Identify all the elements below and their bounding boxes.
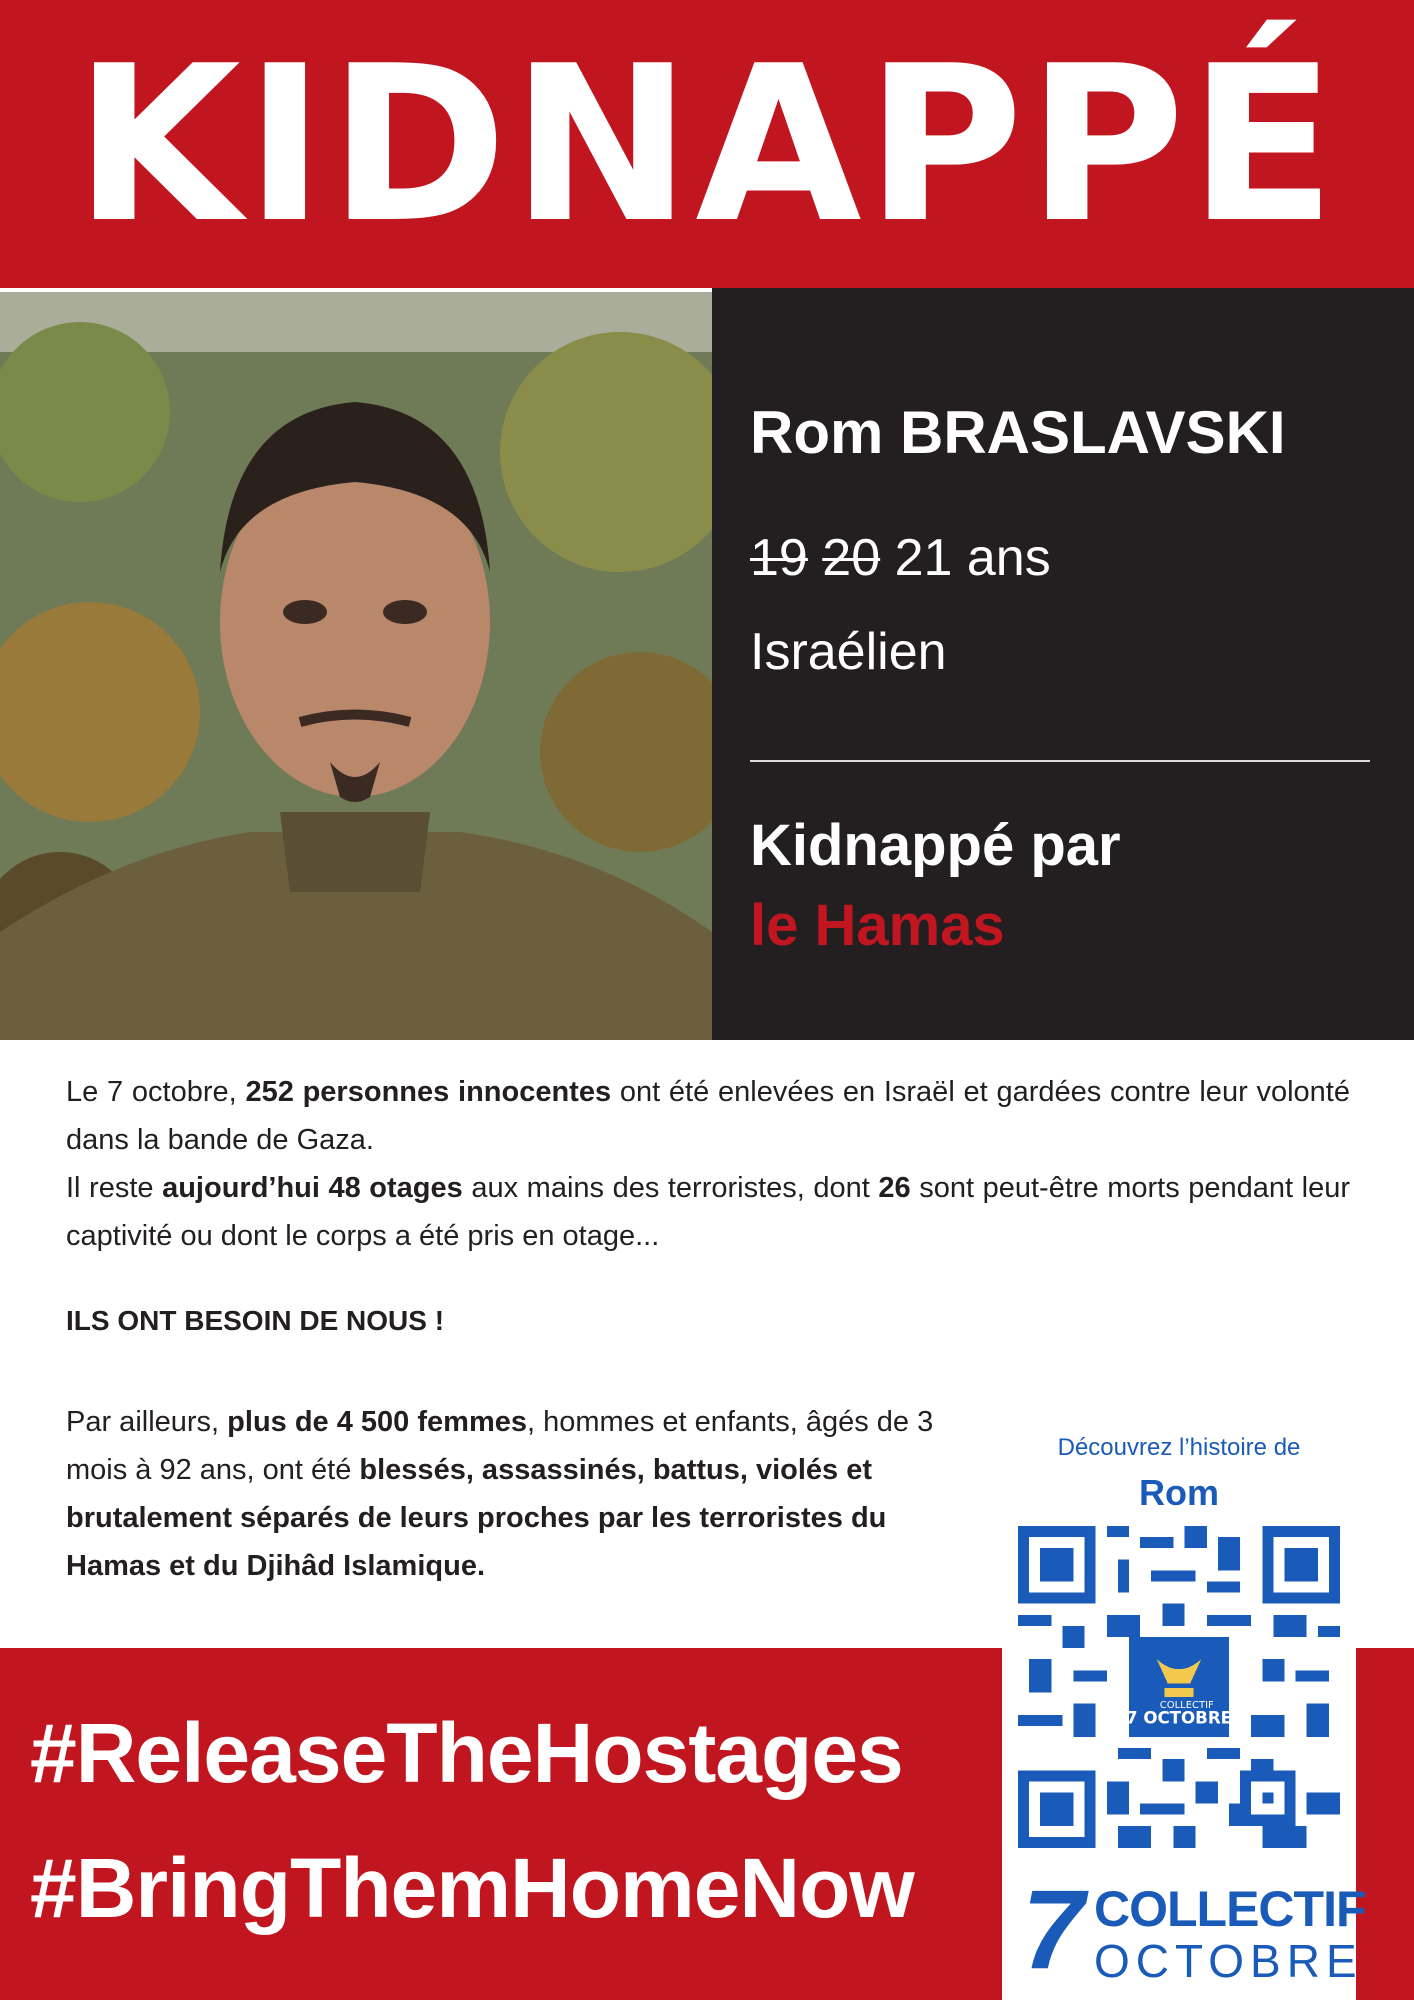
hostage-name: Rom BRASLAVSKI <box>750 399 1286 466</box>
kidnapped-by-label: Kidnappé par <box>750 813 1121 878</box>
kidnapper-name: le Hamas <box>750 893 1005 958</box>
age-current: 21 ans <box>894 529 1051 587</box>
collectif-logo <box>1022 1867 1366 1992</box>
poster-title: KIDNAPPÉ <box>74 18 1340 270</box>
qr-name: Rom <box>1139 1472 1219 1513</box>
call-to-action: ILS ONT BESOIN DE NOUS ! <box>66 1305 445 1336</box>
divider <box>750 760 1370 762</box>
age-struck-1: 19 <box>750 529 808 587</box>
qr-code[interactable] <box>1018 1526 1340 1848</box>
age-struck-2: 20 <box>822 529 881 587</box>
hashtag-release: #ReleaseTheHostages <box>30 1706 903 1800</box>
qr-badge-big: 7 OCTOBRE <box>1125 1708 1233 1728</box>
stats-paragraph: Par ailleurs, plus de 4 500 femmes, hommes et enfants, âgés de 3 mois à 92 ans, ont été blessés, assassinés, battus, violés et brutalement séparés de leurs proches par les terroristes du Hamas et du Djihâd Islamique. <box>66 1406 934 1582</box>
logo-line1: COLLECTIF <box>1094 1881 1366 1937</box>
nationality: Israélien <box>750 623 947 681</box>
portrait-photo <box>0 292 712 1040</box>
intro-paragraph: Le 7 octobre, 252 personnes innocentes ont été enlevées en Israël et gardées contre leur volonté dans la bande de Gaza. Il reste aujourd’hui 48 otages aux mains des terroristes, dont 26 sont peut-être morts pendant leur captivité ou dont le corps a été pris en otage... <box>66 1076 1351 1252</box>
logo-number: 7 <box>1022 1867 1085 1992</box>
logo-line2: OCTOBRE <box>1094 1935 1363 1987</box>
qr-caption: Découvrez l’histoire de <box>1057 1434 1301 1461</box>
age-line <box>750 528 1051 588</box>
hashtag-bring-home: #BringThemHomeNow <box>30 1841 914 1935</box>
qr-card <box>1002 1400 1366 2000</box>
top-banner <box>0 0 1414 288</box>
qr-badge-small <box>1160 1700 1214 1711</box>
